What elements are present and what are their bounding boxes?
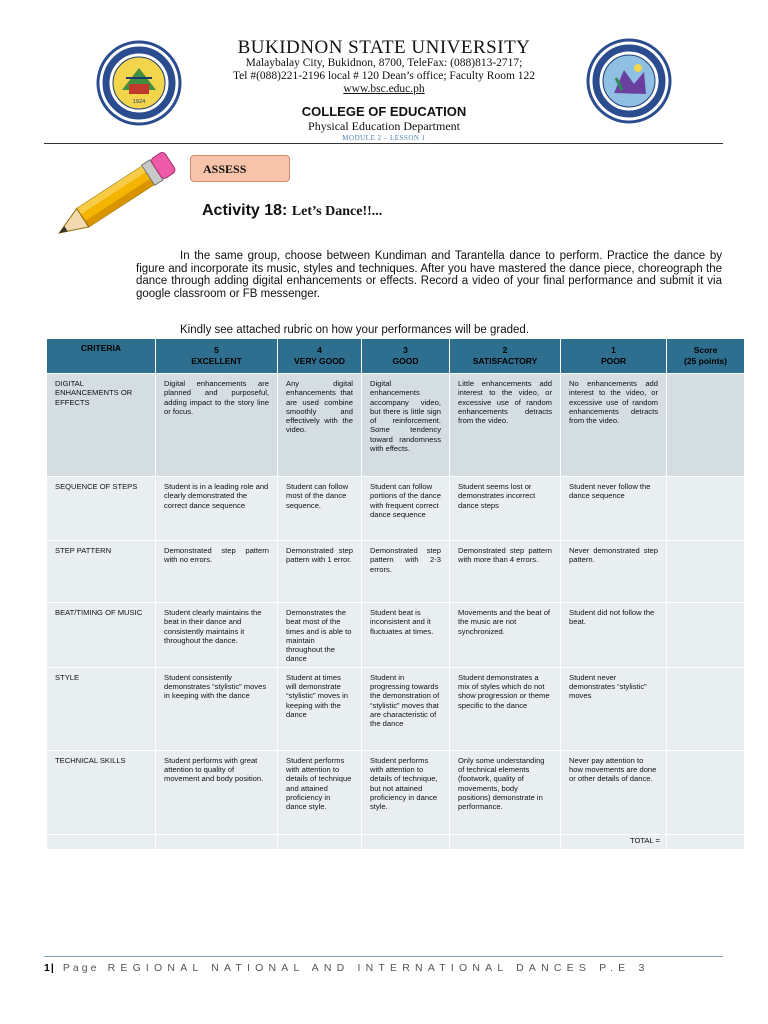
poor-cell: Student never follow the dance sequence: [561, 477, 667, 541]
seal-year: 1924: [132, 99, 146, 105]
address-line-2: Tel #(088)221-2196 local # 120 Dean’s office; Faculty Room 122: [232, 70, 536, 82]
satisfactory-cell: Only some understanding of technical elements (footwork, quality of movements, body positions) demonstrate in performance.: [450, 750, 561, 834]
university-name: BUKIDNON STATE UNIVERSITY: [237, 37, 531, 58]
good-cell: Digital enhancements accompany video, but there is little sign of reinforcement. Some tendency toward randomness with effects.: [362, 374, 450, 477]
rubric-table: [46, 338, 745, 850]
activity-number: Activity 18:: [202, 202, 288, 219]
table-row: [47, 541, 745, 603]
very-good-cell: Student performs with attention to details of technique and attained proficiency in dance style.: [278, 750, 362, 834]
criteria-cell: DIGITAL ENHANCEMENTS OR EFFECTS: [47, 374, 156, 477]
good-cell: Student beat is inconsistent and it fluctuates at times.: [362, 603, 450, 668]
table-row: [47, 477, 745, 541]
excellent-cell: Student consistently demonstrates “stylistic” moves in keeping with the dance: [156, 667, 278, 750]
total-row: [47, 834, 745, 849]
poor-cell: Student never demonstrates “stylistic” moves: [561, 667, 667, 750]
page-number: 1: [44, 962, 51, 974]
poor-cell: Student did not follow the beat.: [561, 603, 667, 668]
very-good-cell: Student at times will demonstrate “stylistic” moves in keeping with the dance: [278, 667, 362, 750]
excellent-cell: Student performs with great attention to quality of movement and body position.: [156, 750, 278, 834]
score-cell[interactable]: [667, 667, 745, 750]
total-empty-cell: [362, 834, 450, 849]
column-header-poor: 1 POOR: [561, 339, 667, 374]
satisfactory-cell: Student demonstrates a mix of styles which do not show progression or theme specific to the dance: [450, 667, 561, 750]
module-label: MODULE 2 – LESSON 1: [342, 134, 426, 142]
column-header-good: 3 GOOD: [362, 339, 450, 374]
satisfactory-cell: Movements and the beat of the music are not synchronized.: [450, 603, 561, 668]
excellent-cell: Student is in a leading role and clearly demonstrated the correct dance sequence: [156, 477, 278, 541]
department-name: Physical Education Department: [308, 119, 460, 133]
good-cell: Student can follow portions of the dance with frequent correct dance sequence: [362, 477, 450, 541]
satisfactory-cell: Little enhancements add interest to the video, or excessive use of random enhancements detracts from the video.: [450, 374, 561, 477]
college-name: COLLEGE OF EDUCATION: [301, 104, 467, 119]
total-empty-cell: [47, 834, 156, 849]
address-line-1: Malaybalay City, Bukidnon, 8700, TeleFax: (088)813-2717;: [245, 57, 523, 69]
satisfactory-cell: Student seems lost or demonstrates incorrect dance steps: [450, 477, 561, 541]
column-header-score: Score (25 points): [667, 339, 745, 374]
good-cell: Student in progressing towards the demonstration of “stylistic” moves that are characteristic of the dance: [362, 667, 450, 750]
score-cell[interactable]: [667, 603, 745, 668]
score-cell[interactable]: [667, 541, 745, 603]
criteria-cell: TECHNICAL SKILLS: [47, 750, 156, 834]
website-link[interactable]: www.bsc.educ.ph: [343, 83, 425, 95]
assess-label: ASSESS: [190, 155, 290, 182]
criteria-cell: STYLE: [47, 667, 156, 750]
total-empty-cell: [450, 834, 561, 849]
table-row: [47, 750, 745, 834]
table-row: [47, 374, 745, 477]
total-empty-cell: [278, 834, 362, 849]
very-good-cell: Demonstrates the beat most of the times and is able to maintain throughout the dance: [278, 603, 362, 668]
activity-title: [202, 202, 382, 220]
criteria-cell: SEQUENCE OF STEPS: [47, 477, 156, 541]
poor-cell: Never demonstrated step pattern.: [561, 541, 667, 603]
excellent-cell: Digital enhancements are planned and purposeful, adding impact to the story line or focus.: [156, 374, 278, 477]
page-footer: 1| Page REGIONAL NATIONAL AND INTERNATIONAL DANCES P.E 3: [44, 962, 650, 974]
very-good-cell: Any digital enhancements that are used combine smoothly and effectively with the video.: [278, 374, 362, 477]
footer-divider: [44, 956, 723, 957]
poor-cell: Never pay attention to how movements are done or other details of dance.: [561, 750, 667, 834]
criteria-cell: BEAT/TIMING OF MUSIC: [47, 603, 156, 668]
table-row: [47, 603, 745, 668]
column-header-criteria: CRITERIA: [47, 339, 156, 374]
good-cell: Student performs with attention to details of technique, but not attained proficiency in dance style.: [362, 750, 450, 834]
activity-subtitle: Let’s Dance!!...: [291, 204, 383, 219]
excellent-cell: Student clearly maintains the beat in their dance and consistently maintains it throughout the dance.: [156, 603, 278, 668]
very-good-cell: Student can follow most of the dance sequence.: [278, 477, 362, 541]
column-header-satisfactory: 2 SATISFACTORY: [450, 339, 561, 374]
excellent-cell: Demonstrated step pattern with no errors.: [156, 541, 278, 603]
footer-title: REGIONAL NATIONAL AND INTERNATIONAL DANCES P.E 3: [107, 962, 650, 974]
score-cell[interactable]: [667, 374, 745, 477]
poor-cell: No enhancements add interest to the video, or excessive use of random enhancements detracts from the video.: [561, 374, 667, 477]
total-label: TOTAL =: [561, 834, 667, 849]
rubric-header-row: [47, 339, 745, 374]
page-word: Page: [62, 962, 100, 974]
criteria-cell: STEP PATTERN: [47, 541, 156, 603]
header-divider: [44, 143, 723, 144]
pencil-icon: [36, 150, 186, 245]
instructions-paragraph: In the same group, choose between Kundiman and Tarantella dance to perform. Practice the dance by figure and incorporate its music, styles and techniques. After you have mastered the dance piece, choreograph the dance through adding digital enhancements or effects. Record a video of your final performance and submit it via google classroom or FB messenger.: [136, 250, 722, 300]
total-empty-cell: [156, 834, 278, 849]
column-header-excellent: 5 EXCELLENT: [156, 339, 278, 374]
rubric-note: Kindly see attached rubric on how your performances will be graded.: [180, 324, 530, 336]
score-cell[interactable]: [667, 477, 745, 541]
table-row: [47, 667, 745, 750]
satisfactory-cell: Demonstrated step pattern with more than 4 errors.: [450, 541, 561, 603]
good-cell: Demonstrated step pattern with 2-3 errors.: [362, 541, 450, 603]
total-score-cell[interactable]: [667, 834, 745, 849]
very-good-cell: Demonstrated step pattern with 1 error.: [278, 541, 362, 603]
column-header-very-good: 4 VERY GOOD: [278, 339, 362, 374]
score-cell[interactable]: [667, 750, 745, 834]
